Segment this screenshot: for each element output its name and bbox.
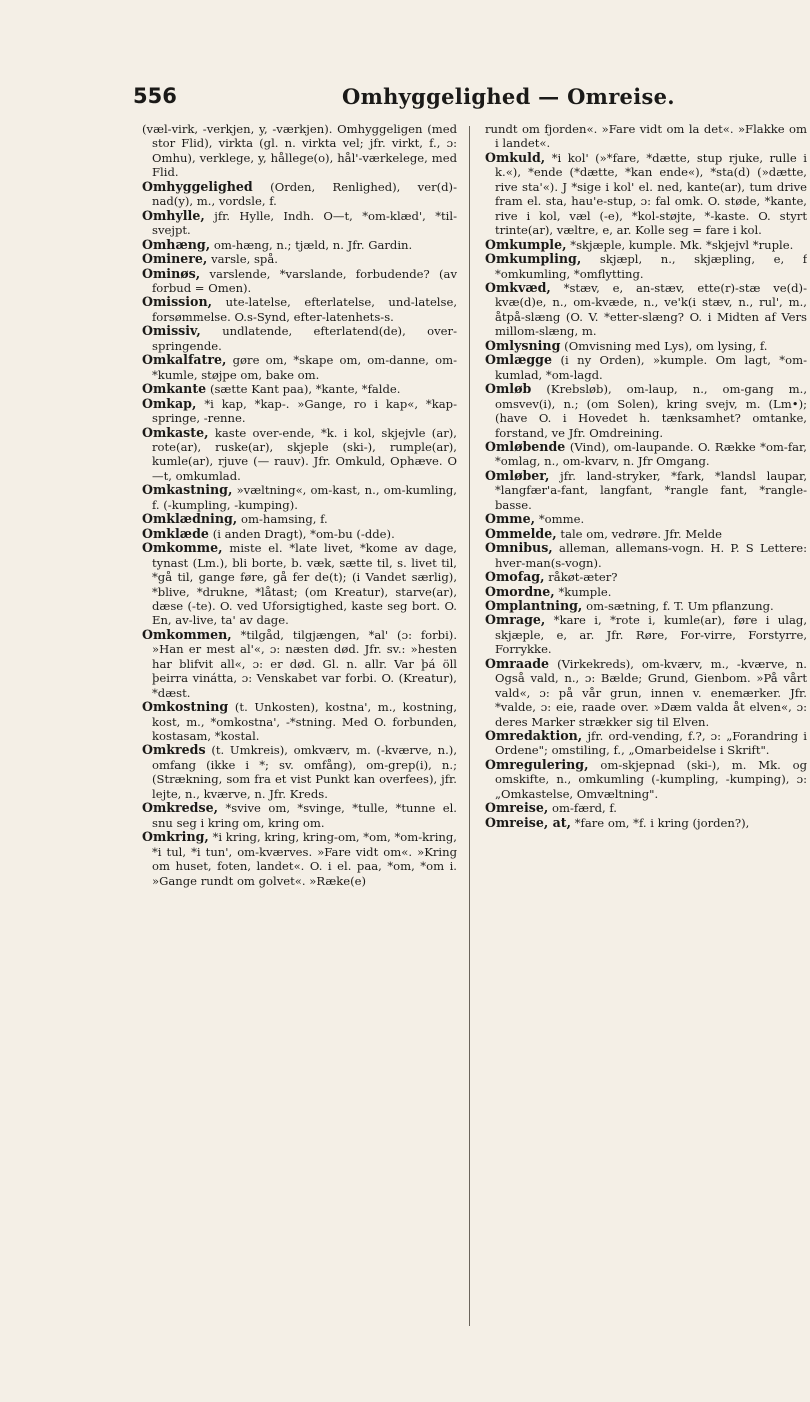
dictionary-entry <box>142 353 457 382</box>
dictionary-entry <box>485 758 807 801</box>
entry-definition: *i kap, *kap-. »Gange, ro i kap«, *kap-springe, -renne. <box>152 396 458 426</box>
dictionary-entry <box>142 397 457 426</box>
column-divider <box>469 126 470 1326</box>
entry-headword: Omplantning, <box>485 597 583 613</box>
entry-headword: Omhyggelighed <box>142 178 253 194</box>
entry-definition: (t. Umkreis), omkværv, m. (-kværve, n.), omfang (ikke i *; sv. omfång), om-grep(i), n.; (Strækning, som fra et vist Punkt kan overfees), jfr. lejte, n., kværve, n. Jfr. Kreds. <box>152 743 458 801</box>
dictionary-entry <box>142 324 457 353</box>
entry-headword: Omklæde <box>142 525 209 541</box>
dictionary-entry <box>142 295 457 324</box>
entry-definition: *tilgåd, tilgjængen, *al' (ɔ: forbi). »Han er mest al'«, ɔ: næsten død. Jfr. sv.: »hesten har blifvit all«, ɔ: er død. Gl. n. allr. Var þá öll þeirra vinátta, ɔ: Venskabet var forbi. O. (Kreatur), *dæst. <box>152 627 458 700</box>
entry-headword: Omkomme, <box>142 540 223 556</box>
entry-definition: om-skjepnad (ski-), m. Mk. og omskifte, n., omkumling (-kumpling, -kumping), ɔ: „Omkastelse, Omvæltning". <box>495 757 807 801</box>
entry-definition: (Krebsløb), om-laup, n., om-gang m., omsvev(i), n.; (om Solen), kring svejv, m. (Lm•); (have O. i Hovedet h. tænksamhet? omtanke, forstand, ve Jfr. Omdreining. <box>495 382 807 440</box>
entry-definition: *kumple. <box>558 584 612 599</box>
entry-headword: Omreise, <box>485 800 549 816</box>
dictionary-entry <box>142 512 457 526</box>
dictionary-entry <box>485 729 807 758</box>
dictionary-entry <box>485 440 807 469</box>
dictionary-entry <box>142 541 457 628</box>
entry-definition: *svive om, *svinge, *tulle, *tunne el. snu seg i kring om, kring om. <box>152 801 457 830</box>
entry-definition: kaste over-ende, *k. i kol, skjejvle (ar), rote(ar), ruske(ar), skjeple (ski-), rumple(ar), kumle(ar), rjuve (— rauv). Jfr. Omkuld, Ophæve. O—t, omkumlad. <box>152 425 457 483</box>
entry-definition: miste el. *late livet, *kome av dage, tynast (Lm.), bli borte, b. væk, sætte til, s. livet til, *gå til, gange føre, gå fer de(t); (i Vandet særlig), *blive, *drukne, *låtast; (om Kreatur), starve(ar), dæse (-te). O. ved Uforsigtighed, kaste seg bort. O. En, av-live, ta' av dage. <box>152 541 457 628</box>
dictionary-entry <box>142 743 457 801</box>
entry-definition: ute-latelse, efterlatelse, und-latelse, forsømmelse. O.s-Synd, efter-latenhets-s. <box>152 295 458 324</box>
dictionary-entry <box>142 180 457 209</box>
entry-headword: Omkumpling, <box>485 251 582 267</box>
dictionary-entry <box>142 238 457 252</box>
page-header <box>0 84 810 114</box>
entry-definition: tale om, vedrøre. Jfr. Melde <box>560 526 723 541</box>
dictionary-entry <box>142 700 457 743</box>
entry-headword: Omlysning <box>485 337 561 353</box>
entry-definition: rundt om fjorden«. »Fare vidt om la det«. »Flakke om i landet«. <box>485 122 807 151</box>
entry-definition: *skjæple, kumple. Mk. *skjejvl *ruple. <box>570 237 794 252</box>
entry-definition: varsle, spå. <box>211 252 278 267</box>
entry-headword: Omkostning <box>142 699 229 715</box>
entry-definition: (Omvisning med Lys), om lysing, f. <box>564 338 768 353</box>
entry-headword: Omkalfatre, <box>142 352 227 368</box>
dictionary-entry <box>485 339 807 353</box>
entry-definition: (t. Unkosten), kostna', m., kostning, kost, m., *omkostna', -*stning. Med O. forbunden, kostasam, *kostal. <box>152 700 458 744</box>
dictionary-entry <box>485 281 807 339</box>
entry-headword: Omhylle, <box>142 207 205 223</box>
entry-headword: Omofag, <box>485 569 545 585</box>
entry-headword: Omkaste, <box>142 424 209 440</box>
dictionary-entry <box>142 527 457 541</box>
entry-headword: Omkvæd, <box>485 279 551 295</box>
entry-headword: Omkuld, <box>485 149 546 165</box>
entry-headword: Omkredse, <box>142 800 218 816</box>
dictionary-entry <box>485 599 807 613</box>
entry-definition: *fare om, *f. i kring (jorden?), <box>574 815 750 830</box>
entry-headword: Omklædning, <box>142 511 238 527</box>
dictionary-entry <box>485 527 807 541</box>
entry-headword: Omissiv, <box>142 323 201 339</box>
entry-headword: Omnibus, <box>485 540 553 556</box>
entry-definition: jfr. land-stryker, *fark, *landsl laupar, *langfær'a-fant, langfant, *rangle fant, *rangle-basse. <box>495 468 807 512</box>
entry-definition: varslende, *varslande, forbudende? (av forbud = Omen). <box>152 266 458 295</box>
dictionary-entry <box>485 585 807 599</box>
dictionary-entry <box>485 382 807 440</box>
entry-headword: Omkastning, <box>142 482 233 498</box>
entry-definition: om-færd, f. <box>552 801 617 816</box>
entry-headword: Omregulering, <box>485 756 589 772</box>
entry-headword: Omløber, <box>485 467 550 483</box>
entry-definition: (Virkekreds), om-kværv, m., -kværve, n. Også vald, n., ɔ: Bælde; Grund, Gienbom. »På vårt vald«, ɔ: på vår grun, innen v. enemærker. Jfr. *valde, ɔ: eie, raade over. »Dæm valda åt elven«, ɔ: deres Marker strækker sig til Elven. <box>495 656 807 729</box>
page-number: 556 <box>133 84 177 108</box>
entry-headword: Omission, <box>142 294 212 310</box>
entry-headword: Omhæng, <box>142 236 211 252</box>
entry-definition: (i ny Orden), »kumple. Om lagt, *om-kumlad, *om-lagd. <box>495 353 807 382</box>
right-column <box>485 122 807 1342</box>
dictionary-entry <box>142 267 457 296</box>
entry-definition: råkøt-æter? <box>548 570 618 585</box>
dictionary-entry <box>485 122 807 151</box>
entry-definition: (væl-virk, -verkjen, y, -værkjen). Omhyggeligen (med stor Flid), virkta (gl. n. virkta vel; jfr. virkt, f., ɔ: Omhu), verklege, y, hållege(o), hål'-værkelege, med Flid. <box>142 122 457 180</box>
entry-definition: (Vind), om-laupande. O. Række *om-far, *omlag, n., om-kvarv, n. Jfr Omgang. <box>495 439 807 469</box>
dictionary-entry <box>142 483 457 512</box>
dictionary-entry <box>142 426 457 484</box>
entry-definition: alleman, allemans-vogn. H. P. S Lettere: hver-man(s-vogn). <box>495 541 807 570</box>
entry-headword: Omraade <box>485 655 550 671</box>
running-head: Omhyggelighed — Omreise. <box>342 84 675 109</box>
dictionary-entry <box>485 657 807 729</box>
dictionary-entry <box>485 541 807 570</box>
entry-headword: Omreise, at, <box>485 814 571 830</box>
dictionary-entry <box>485 353 807 382</box>
dictionary-entry <box>485 613 807 656</box>
entry-headword: Omredaktion, <box>485 728 583 744</box>
dictionary-entry <box>142 801 457 830</box>
entry-headword: Omkap, <box>142 395 197 411</box>
dictionary-entry <box>142 122 457 180</box>
entry-headword: Ominere, <box>142 251 208 267</box>
entry-definition: (i anden Dragt), *om-bu (-dde). <box>212 526 395 541</box>
entry-headword: Omme, <box>485 511 536 527</box>
entry-headword: Omrage, <box>485 612 546 628</box>
entry-headword: Omløb <box>485 381 532 397</box>
dictionary-entry <box>485 252 807 281</box>
entry-definition: jfr. Hylle, Indh. O—t, *om-klæd', *til-svejpt. <box>152 208 457 238</box>
entry-headword: Omkreds <box>142 742 206 758</box>
dictionary-entry <box>485 469 807 512</box>
entry-headword: Omkante <box>142 381 207 397</box>
dictionary-entry <box>485 238 807 252</box>
dictionary-entry <box>142 830 457 888</box>
entry-definition: skjæpl, n., skjæpling, e, f *omkumling, *omflytting. <box>495 252 807 281</box>
dictionary-entry <box>485 512 807 526</box>
entry-headword: Omkring, <box>142 829 209 845</box>
entry-definition: *omme. <box>538 512 585 527</box>
entry-definition: om-hæng, n.; tjæld, n. Jfr. Gardin. <box>213 237 413 252</box>
entry-headword: Omordne, <box>485 583 555 599</box>
entry-definition: undlatende, efterlatend(de), over-springende. <box>152 324 457 353</box>
dictionary-entry <box>142 209 457 238</box>
entry-definition: *kare i, *rote i, kumle(ar), føre i ulag, skjæple, e, ar. Jfr. Røre, For-virre, Forstyrre, Forrykke. <box>495 613 807 657</box>
entry-definition: (sætte Kant paa), *kante, *falde. <box>209 382 401 397</box>
dictionary-entry <box>142 628 457 700</box>
entry-definition: *i kol' (»*fare, *dætte, stup rjuke, rulle i k.«), *ende (*dætte, *kan ende«), *sta(d) (»dætte, rive sta'«). J *sige i kol' el. ned, kante(ar), tum drive fram el. sta, hau'e-stup, ɔ: fal omk. O. støde, *kante, rive i kol, væl (-e), *kol-støjte, *-kaste. O. styrt trinte(ar), væltre, e, ar. Kolle seg = fare i kol. <box>495 150 807 238</box>
left-column <box>142 122 457 888</box>
dictionary-entry <box>485 151 807 238</box>
entry-definition: gøre om, *skape om, om-danne, om-*kumle, støjpe om, bake om. <box>152 353 457 382</box>
entry-headword: Ommelde, <box>485 525 557 541</box>
dictionary-entry <box>485 816 807 830</box>
dictionary-entry <box>142 252 457 266</box>
entry-headword: Omløbende <box>485 438 566 454</box>
dictionary-entry <box>485 570 807 584</box>
entry-definition: *stæv, e, an-stæv, ette(r)-stæ ve(d)-kvæ(d)e, n., om-kvæde, n., ve'k(i stæv, n., rul', m., åtpå-slæng (O. V. *etter-slæng? O. i Midten af Vers millom-slæng, m. <box>495 280 807 339</box>
entry-headword: Omlægge <box>485 352 552 368</box>
dictionary-entry <box>485 801 807 815</box>
entry-definition: om-hamsing, f. <box>240 512 328 527</box>
entry-headword: Omkumple, <box>485 236 567 252</box>
entry-definition: jfr. ord-vending, f.?, ɔ: „Forandring i Ordene"; omstiling, f., „Omarbeidelse i Skrift". <box>495 729 807 758</box>
dictionary-entry <box>142 382 457 396</box>
entry-headword: Ominøs, <box>142 265 201 281</box>
entry-definition: om-sætning, f. T. Um pflanzung. <box>586 598 774 613</box>
entry-definition: (Orden, Renlighed), ver(d)-nad(y), m., vordsle, f. <box>152 179 457 209</box>
entry-definition: »væltning«, om-kast, n., om-kumling, f. (-kumpling, -kumping). <box>152 483 457 512</box>
entry-headword: Omkommen, <box>142 626 232 642</box>
entry-definition: *i kring, kring, kring-om, *om, *om-kring, *i tul, *i tun', om-kværves. »Fare vidt om«. »Kring om huset, foten, landet«. O. i el. paa, *om, *om i. »Gange rundt om golvet«. »Ræke(e) <box>152 830 457 888</box>
